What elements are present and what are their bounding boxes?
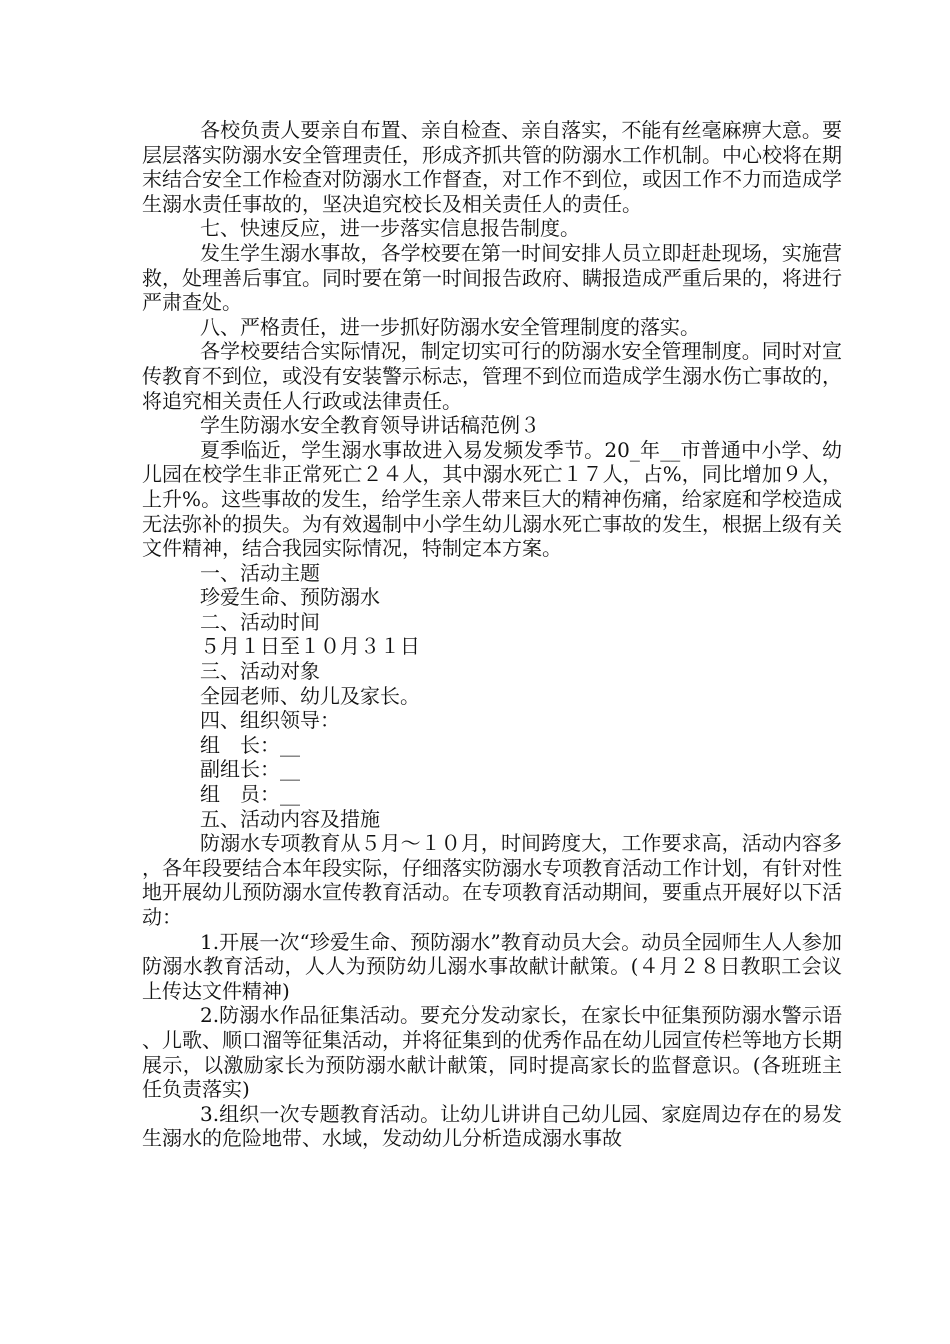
activity-item-3: 3.组织一次专题教育活动。让幼儿讲讲自己幼儿园、家庭周边存在的易发生溺水的危险地带、水域，发动幼儿分析造成溺水事故 xyxy=(142,1101,842,1151)
example-title: 学生防溺水安全教育领导讲话稿范例３ xyxy=(200,413,540,438)
heading-activity-theme: 一、活动主题 xyxy=(200,560,320,585)
section-heading-7: 七、快速反应，进一步落实信息报告制度。 xyxy=(200,216,580,241)
paragraph-special-education: 防溺水专项教育从５月～１０月，时间跨度大，工作要求高，活动内容多，各年段要结合本年段实际，仔细落实防溺水专项教育活动工作计划，有针对性地开展幼儿预防溺水宣传教育活动。在专项教育活动期间，要重点开展好以下活动： xyxy=(142,831,842,929)
heading-activity-target: 三、活动对象 xyxy=(200,659,320,684)
section-heading-8: 八、严格责任，进一步抓好防溺水安全管理制度的落实。 xyxy=(200,314,700,339)
heading-leadership: 四、组织领导： xyxy=(200,708,340,733)
paragraph-introduction: 夏季临近，学生溺水事故进入易发频发季节。20_年__市普通中小学、幼儿园在校学生非正常死亡２４人，其中溺水死亡１７人，占%，同比增加９人，上升%。这些事故的发生，给学生亲人带来巨大的精神伤痛，给家庭和学校造成无法弥补的损失。为有效遏制中小学生幼儿溺水死亡事故的发生，根据上级有关文件精神，结合我园实际情况，特制定本方案。 xyxy=(142,437,842,561)
heading-activity-content: 五、活动内容及措施 xyxy=(200,806,380,831)
document-body xyxy=(142,118,842,1151)
paragraph-accident-response: 发生学生溺水事故，各学校要在第一时间安排人员立即赶赴现场，实施营救，处理善后事宜。同时要在第一时间报告政府、瞒报造成严重后果的，将进行严肃查处。 xyxy=(142,240,842,315)
activity-item-2: 2.防溺水作品征集活动。要充分发动家长，在家长中征集预防溺水警示语、儿歌、顺口溜等征集活动，并将征集到的优秀作品在幼儿园宣传栏等地方长期展示，以激励家长为预防溺水献计献策，同时提高家长的监督意识。(各班班主任负责落实) xyxy=(142,1003,842,1102)
heading-activity-time: 二、活动时间 xyxy=(200,609,320,634)
activity-target-value: 全园老师、幼儿及家长。 xyxy=(200,683,420,708)
activity-item-1: 1.开展一次“珍爱生命、预防溺水”教育动员大会。动员全园师生人人参加防溺水教育活动，人人为预防幼儿溺水事故献计献策。(４月２８日教职工会议上传达文件精神) xyxy=(142,929,842,1003)
paragraph-responsibility: 各校负责人要亲自布置、亲自检查、亲自落实，不能有丝毫麻痹大意。要层层落实防溺水安全管理责任，形成齐抓共管的防溺水工作机制。中心校将在期末结合安全工作检查对防溺水工作督查，对工作不到位，或因工作不力而造成学生溺水责任事故的，坚决追究校长及相关责任人的责任。 xyxy=(142,118,842,216)
paragraph-management-system: 各学校要结合实际情况，制定切实可行的防溺水安全管理制度。同时对宣传教育不到位，或没有安装警示标志，管理不到位而造成学生溺水伤亡事故的，将追究相关责任人行政或法律责任。 xyxy=(142,339,842,413)
member-line: 组 员：__ xyxy=(200,782,300,807)
activity-time-value: ５月１日至１０月３１日 xyxy=(200,634,420,659)
activity-theme-value: 珍爱生命、预防溺水 xyxy=(200,585,380,610)
leader-line: 组 长：__ xyxy=(200,732,300,757)
deputy-leader-line: 副组长：__ xyxy=(200,757,300,782)
